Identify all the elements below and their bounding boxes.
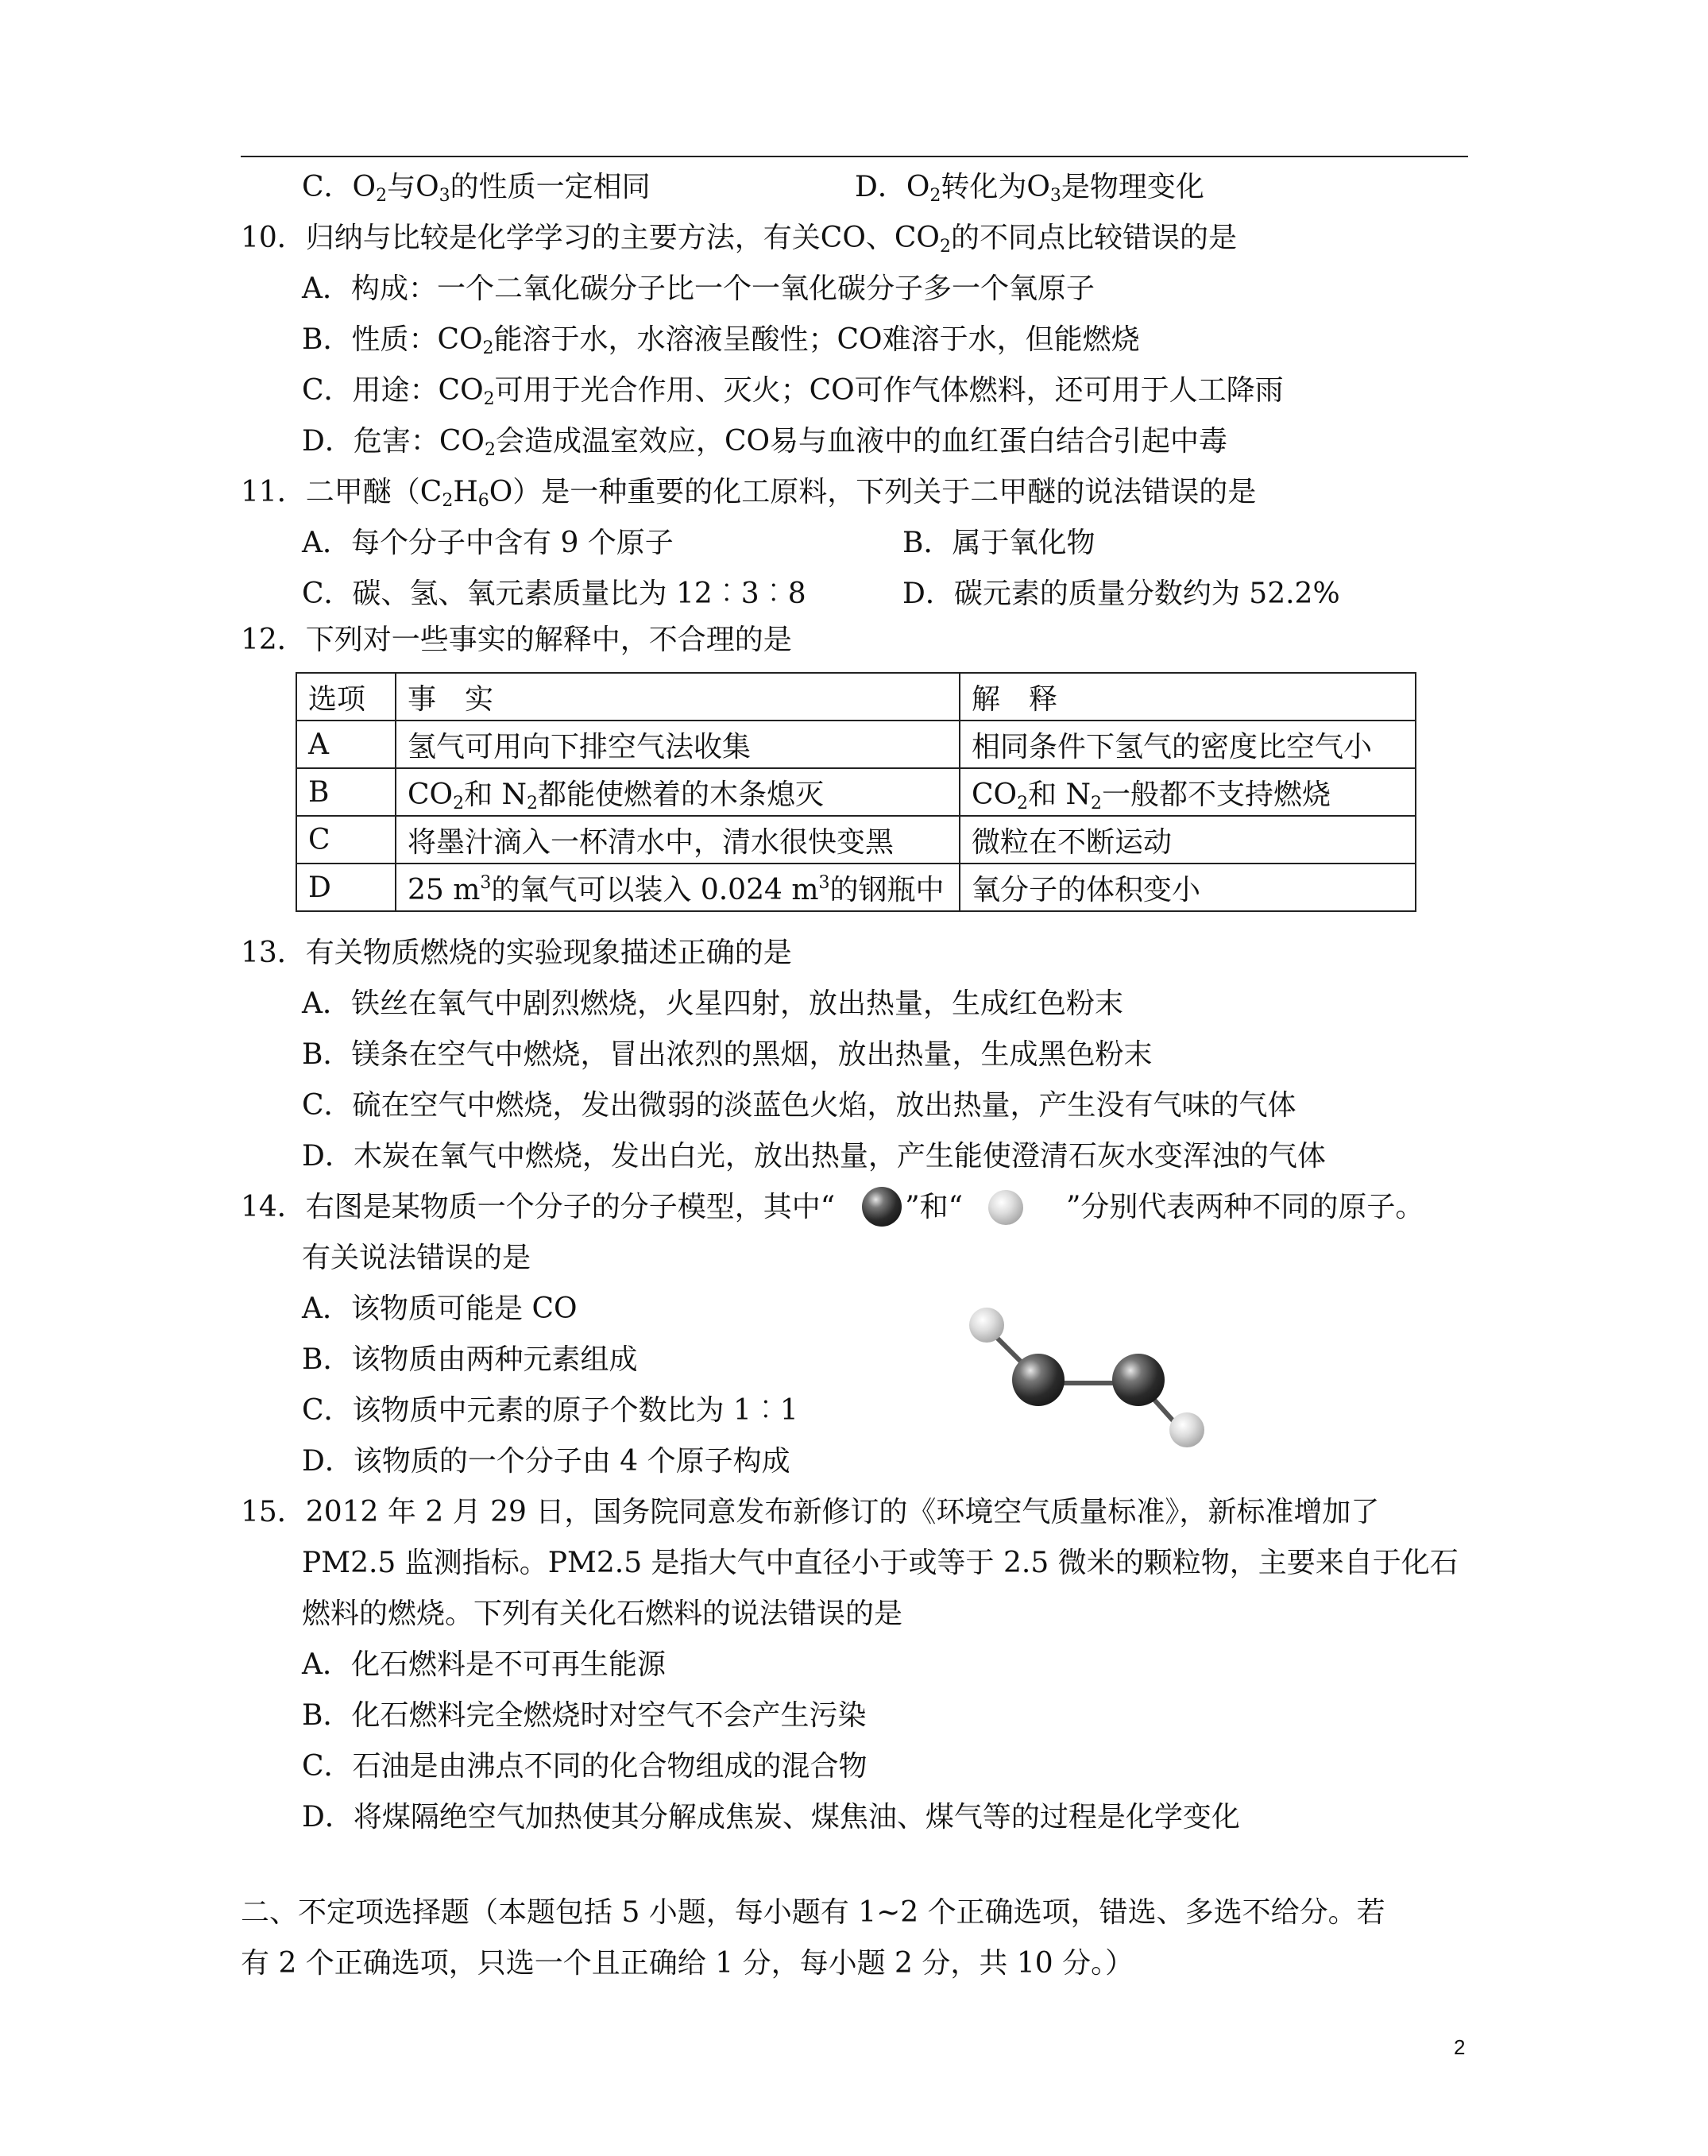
q11-stem: 11．二甲醚$(C_2H_6O)$是一种重要的化工原料，下列关于二甲醚的说法错误的是 xyxy=(241,476,1257,511)
q10-option-c: C．用途：$CO_2$可用于光合作用、灭火；CO可作气体燃料，还可用于人工降雨 xyxy=(302,374,1284,409)
row-d-explain: 氧分子的体积变小 xyxy=(960,864,1416,911)
q11-option-b: B．属于氧化物 xyxy=(902,527,1096,559)
q9-option-d: D．$O_2$转化为$O_3$是物理变化 xyxy=(855,171,1204,206)
row-b-explain: $CO_2$和 $N_2$一般都不支持燃烧 xyxy=(960,768,1416,816)
row-c-fact: 将墨汁滴入一杯清水中，清水很快变黑 xyxy=(396,816,960,864)
q15-stem-text: 15．2012 年 2 月 29 日，国务院同意发布新修订的《环境空气质量标准》，新标准增加了 PM2.5 监测指标。PM2.5 是指大气中直径小于或等于 2.5 微米的颗粒物，主要来自于化石燃料的燃烧。下列有关化石燃料的说法错误的是 xyxy=(241,1496,1459,1630)
page-number: 2 xyxy=(1454,2035,1466,2059)
q11-option-c: C．碳、氢、氧元素质量比为 12︰3︰8 xyxy=(302,578,806,610)
q13-option-b: B．镁条在空气中燃烧，冒出浓烈的黑烟，放出热量，生成黑色粉末 xyxy=(302,1038,1153,1071)
dark-atom-icon xyxy=(862,1187,902,1227)
header-rule xyxy=(241,156,1468,157)
q15-option-a: A．化石燃料是不可再生能源 xyxy=(302,1648,666,1681)
q12-table xyxy=(296,672,1416,912)
q10-option-d: D．危害：$CO_2$会造成温室效应，CO易与血液中的血红蛋白结合引起中毒 xyxy=(302,425,1227,460)
q15-option-c: C．石油是由沸点不同的化合物组成的混合物 xyxy=(302,1750,868,1783)
q10-option-b: B．性质：$CO_2$能溶于水，水溶液呈酸性；CO难溶于水，但能燃烧 xyxy=(302,323,1140,358)
q10-option-a: A．构成：一个二氧化碳分子比一个一氧化碳分子多一个氧原子 xyxy=(302,272,1095,305)
header-option: 选项 xyxy=(296,673,396,721)
q14-option-c: C．该物质中元素的原子个数比为 1︰1 xyxy=(302,1394,798,1427)
q14-stem: 14．右图是某物质一个分子的分子模型，其中“ ”和“ ”分别代表两种不同的原子。 xyxy=(241,1191,1424,1223)
table-row xyxy=(296,816,1416,864)
light-atom xyxy=(1169,1412,1204,1447)
dark-atom xyxy=(1012,1354,1065,1406)
table-row xyxy=(296,721,1416,768)
q13-option-c: C．硫在空气中燃烧，发出微弱的淡蓝色火焰，放出热量，产生没有气味的气体 xyxy=(302,1089,1296,1122)
section2-line2: 有 2 个正确选项，只选一个且正确给 1 分，每小题 2 分，共 10 分。） xyxy=(241,1947,1134,1980)
q12-stem: 12．下列对一些事实的解释中，不合理的是 xyxy=(241,624,792,656)
row-d-fact: 25 $m^3$的氧气可以装入 0.024 $m^3$的钢瓶中 xyxy=(396,864,960,911)
row-a-fact: 氢气可用向下排空气法收集 xyxy=(396,721,960,768)
q11-option-a: A．每个分子中含有 9 个原子 xyxy=(302,527,674,559)
row-a-explain: 相同条件下氢气的密度比空气小 xyxy=(960,721,1416,768)
q9-option-c: C．$O_2$与$O_3$的性质一定相同 xyxy=(302,171,651,206)
q13-option-a: A．铁丝在氧气中剧烈燃烧，火星四射，放出热量，生成红色粉末 xyxy=(302,987,1123,1020)
row-a-option: A xyxy=(296,721,396,768)
header-fact: 事 实 xyxy=(396,673,960,721)
q15-option-d: D．将煤隔绝空气加热使其分解成焦炭、煤焦油、煤气等的过程是化学变化 xyxy=(302,1801,1240,1833)
light-atom xyxy=(969,1308,1004,1343)
q10-stem: 10．归纳与比较是化学学习的主要方法，有关CO、$CO_2$的不同点比较错误的是 xyxy=(241,222,1237,257)
row-c-explain: 微粒在不断运动 xyxy=(960,816,1416,864)
section2-line1: 二、不定项选择题（本题包括 5 小题，每小题有 1~2 个正确选项，错选、多选不给分。若 xyxy=(241,1896,1385,1929)
table-row xyxy=(296,864,1416,911)
q15-stem xyxy=(241,1487,1472,1640)
header-explain: 解 释 xyxy=(960,673,1416,721)
row-d-option: D xyxy=(296,864,396,911)
dark-atom xyxy=(1112,1354,1165,1406)
row-b-fact: $CO_2$和 $N_2$都能使燃着的木条熄灭 xyxy=(396,768,960,816)
q15-option-b: B．化石燃料完全燃烧时对空气不会产生污染 xyxy=(302,1699,867,1732)
table-row xyxy=(296,768,1416,816)
molecule-model-figure xyxy=(953,1287,1223,1470)
q11-option-d: D．碳元素的质量分数约为 52.2% xyxy=(902,578,1340,610)
row-b-option: B xyxy=(296,768,396,816)
q14-stem-line2: 有关说法错误的是 xyxy=(302,1242,531,1274)
q14-option-d: D．该物质的一个分子由 4 个原子构成 xyxy=(302,1445,790,1478)
q13-stem: 13．有关物质燃烧的实验现象描述正确的是 xyxy=(241,937,792,969)
table-header-row xyxy=(296,673,1416,721)
q13-option-d: D．木炭在氧气中燃烧，发出白光，放出热量，产生能使澄清石灰水变浑浊的气体 xyxy=(302,1140,1326,1173)
light-atom-icon xyxy=(988,1190,1023,1225)
row-c-option: C xyxy=(296,816,396,864)
q14-option-a: A．该物质可能是 CO xyxy=(302,1292,578,1325)
q14-option-b: B．该物质由两种元素组成 xyxy=(302,1343,638,1376)
